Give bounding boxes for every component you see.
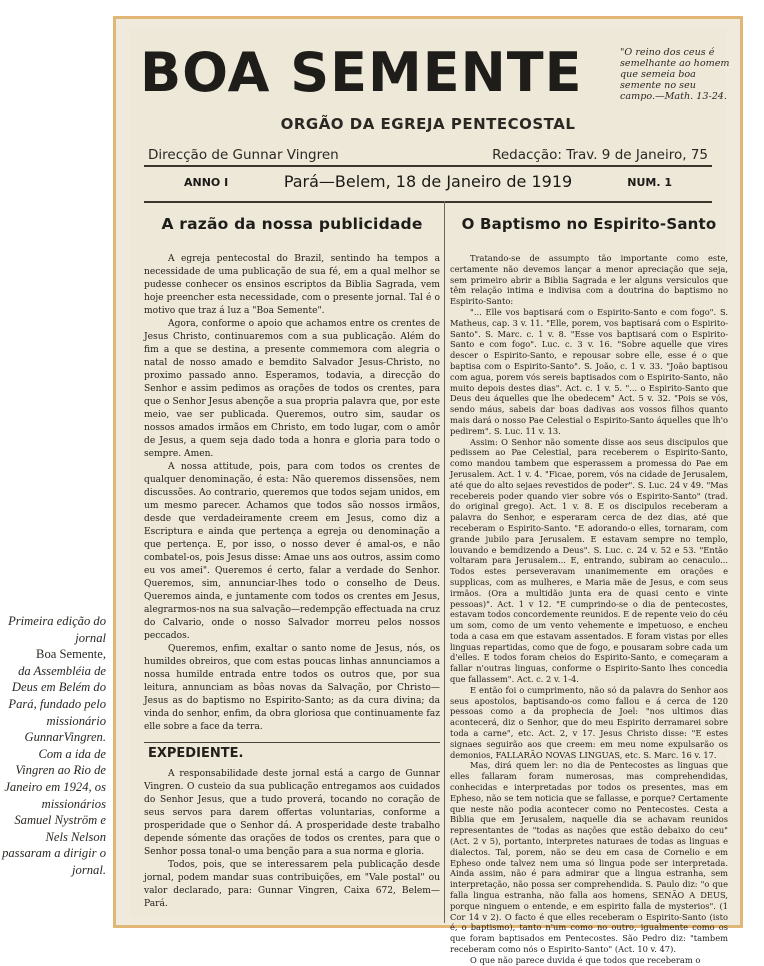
article-paragraph: A egreja pentecostal do Brazil, sentindo ha tempos a necessidade de uma publicação de sua fé, em a qual melhor se pudesse conhecer os ensinos escriptos da Biblia Sagrada, vem hoje preencher esta necessidade, com o presente jornal. Tal é o motivo que traz á luz a "Boa Semente". <box>144 254 440 316</box>
masthead-quote: "O reino dos ceus é semelhante ao homem que semeia boa semente no seu campo.—Math. 13-24. <box>620 47 730 102</box>
column-divider <box>444 201 445 923</box>
photo-caption <box>2 613 106 879</box>
article-heading: A razão da nossa publicidade <box>161 215 423 233</box>
expediente-heading: EXPEDIENTE. <box>148 746 244 761</box>
article-paragraph: Tratando-se de assumpto tão importante como este, certamente não devemos lançar a menor apreciação que seja, sem primeiro abrir a Biblia Sagrada e ler alguns versiculos que têm relação intima e indivisa com a doutrina do baptismo no Espirito-Santo: <box>450 253 728 307</box>
caption-line: Primeira edição do jornal <box>8 614 106 645</box>
dateline-bar <box>144 165 712 203</box>
article-heading: O Baptismo no Espirito-Santo <box>461 215 717 233</box>
issue-number: NUM. 1 <box>627 176 672 189</box>
right-column <box>450 205 728 966</box>
article-paragraph: O que não parece duvida é que todos que receberam o <box>470 954 701 965</box>
article-paragraph: Assim: O Senhor não somente disse aos seus discipulos que pedissem ao Pae Celestial, para receberem o Espirito-Santo, como mandou tambem que esperassem a promessa do Pae em Jerusalem. Act. 1 v. 4. "Ficae, porem, vós na cidade de Jerusalem, até que do alto sejaes revestidos de poder". S. Luc. 24 v 49. "Mas recebereis poder quando vier sobre vós o Espirito-Santo" (trad. do original grego). Act. 1 v. 8. E os discipulos receberam a palavra do Senhor, e esperaram cerca de dez dias, até que receberam o Espirito-Santo. "E adorando-o elles, tornaram, com grande jubilo para Jerusalem. E estavam sempre no templo, louvando e bemdizendo a Deus". S. Luc. c. 24 v. 52 e 53. "Então voltaram para Jerusalem... E, entrando, subiram ao cenaculo... Todos estes perseveravam unanimemente em orações e supplicas, com as mulheres, e Maria mãe de Jesus, e com seus irmãos. (Ora a multidão junta era de quasi cento e vinte pessoas)". Act. 1 v 12. "E cumprindo-se o dia de pentecostes, estavam todos concordemente reunidos. E de repente veio do céu um som, como de um vento vehemente e impetuoso, e encheu toda a casa em que estavam assentados. E foram vistas por elles linguas repartidas, como que de fogo, e pousaram sobre cada um d'elles. E todos foram cheios do Espirito-Santo, e começaram a fallar n'outras linguas, conforme o Espirito-Santo lhes concedia que fallassem". Act. c. 2 v. 1-4. <box>450 436 728 685</box>
issue-year: ANNO I <box>184 176 229 189</box>
masthead-direction: Direcção de Gunnar Vingren <box>148 147 339 163</box>
caption-newspaper-name: Boa Semente, <box>36 647 106 662</box>
article-paragraph: "... Elle vos baptisará com o Espirito-Santo e com fogo". S. Matheus, cap. 3 v. 11. "Elle, porem, vos baptisará com o Espirito-Santo". S. Marc. c. 1 v. 8. "Esse vos baptisará com o Espirito-Santo e com fogo". Luc. c. 3 v. 16. "Sobre aquelle que vires descer o Espirito-Santo, e repousar sobre elle, esse é o que baptisa com o Espirito-Santo". S. João, c. 1 v. 33. "João baptisou com agua, porem vós sereis baptisados com o Espirito-Santo, não muito depois destes dias". Act. c. 1 v. 5. "... o Espirito-Santo que Deus deu áquelles que lhe obedecem" Act. 5 v. 32. "Pois se vós, sendo máus, sabeis dar boas dadivas aos vossos filhos quanto mais dará o nosso Pae Celestial o Espirito-Santo áquelles que lh'o pedirem". S. Luc. 11 v. 13. <box>450 306 728 436</box>
newspaper-frame <box>113 16 743 965</box>
masthead-redaction: Redacção: Trav. 9 de Janeiro, 75 <box>492 147 708 163</box>
section-rule <box>144 742 440 743</box>
article-paragraph: Queremos, enfim, exaltar o santo nome de Jesus, nós, os humildes obreiros, que com estas poucas linhas annunciamos a nossa humilde entrada entre todos os outros que, por sua leitura, annunciam as bôas novas da Salvação, por Christo—Jesus as do baptismo no Espirito-Santo; as da cura divina; da vinda do senhor, enfim, da obra gloriosa que continuamente faz elle sobre a face da terra. <box>144 644 440 732</box>
expediente-paragraph: A responsabilidade deste jornal está a cargo de Gunnar Vingren. O custeio da sua publicação entregamos aos cuidados do Senhor Jesus, que a tudo proverá, tocando no coração de seus servos para darem offertas voluntarias, conforme a prosperidade que o Senhor dá. A prosperidade deste trabalho depende sómente das orações de todos os crentes, para que o Senhor possa tonal-o uma benção para a sua norma e gloria. <box>144 769 440 857</box>
expediente-paragraph: Todos, pois, que se interessarem pela publicação desde jornal, podem mandar suas contribuições, em "Vale postal" ou valor declarado, para: Gunnar Vingren, Caixa 672, Belem—Pará. <box>144 860 440 909</box>
place-date: Pará—Belem, 18 de Janeiro de 1919 <box>283 172 573 191</box>
masthead-title: BOA SEMENTE <box>140 41 583 104</box>
left-column <box>144 205 440 911</box>
newspaper-page <box>130 29 730 965</box>
article-paragraph: Agora, conforme o apoio que achamos entre os crentes de Jesus Christo, continuaremos com a sua publicação. Além do fim a que se destina, a presente commemora com alegria o natal de nosso amado e bemdito Salvador Jesus-Christo, no proximo passado anno. Esperamos, todavia, a direcção do Senhor e assim pedimos as orações de todos os crentes, para que o Senhor Jesus abençõe a sua propria palavra que, por este meio, vae ser publicada. Queremos, outro sim, saudar os nossos amados irmãos em Christo, em todo lugar, com o amôr de Jesus, a quem seja dado toda a honra e gloria para todo o sempre. Amen. <box>144 319 440 459</box>
article-paragraph: A nossa attitude, pois, para com todos os crentes de qualquer denominação, é esta: Não queremos dissensões, nem discussões. Ao contrario, queremos que todos sejam unidos, em um mesmo parecer. Achamos que todos são nossos irmãos, desde que verdadeiramente creem em Jesus, como diz a Escriptura e ainda que pertença a egreja ou denominação a que pertença. E, por isso, o nosso dever é amal-os, e não combatel-os, pois Jesus disse: Amae uns aos outros, assim como eu vos amei". Queremos é certo, falar a verdade do Senhor. Queremos, sim, annunciar-lhes todo o conselho de Deus. Queremos ainda, e juntamente com todos os crentes em Jesus, alegrarmos-nos na sua salvação—redempção effectuada na cruz do Calvario, onde o nosso Salvador morreu pelos nossos peccados. <box>144 462 440 641</box>
article-paragraph: E então foi o cumprimento, não só da palavra do Senhor aos seus apostolos, baptisando-os como fallou e á cerca de 120 pessoas como a da prophecia de Joel: "nos ultimos dias acontecerá, diz o Senhor, que do meu Espirito derramarei sobre toda a carne", etc. Act. 2, v 17. Jesus Christo disse: "E estes signaes seguirão aos que creem: em meu nome expulsarão os demonios, FALLARÃO NOVAS LINGUAS, etc. S. Marc. 16 v. 17. <box>450 684 728 760</box>
caption-text: da Assembléia de Deus em Belém do Pará, fundado pelo missionário GunnarVingren. Com a ida de Vingren ao Rio de Janeiro em 1924, os missionários Samuel Nyström e Nels Nelson passaram a dirigir o jornal. <box>2 663 106 877</box>
article-paragraph: Mas, dirá quem ler: no dia de Pentecostes as linguas que elles fallaram foram numerosas, mas comprehendidas, conhecidas e interpretadas por todos os presentes, mas em Epheso, não se tem noticia que se fallasse, e porque? Certamente que neste não podia acontecer como no Pentecostes. Cesta a Biblia que em Jerusalem, naquelle dia se achavam reunidos representantes de "todas as nações que estão debaixo do ceu" (Act. 2 v 5), portanto, interpretes naturaes de todas as linguas e dialectos. Tal, porem, não se deu em casa de Cornelio e em Epheso onde talvez nem uma só lingua pode ser interpretada. Ainda assim, não é para admirar que a lingua estranha, sem interpretação, não possa ser comprehendida. S. Paulo diz: "o que falla lingua estranha, não falla aos homens, SENÃO A DEUS, porque ninguem o entende, e em espirito falla de mysterios". (1 Cor 14 v 2). O facto é que elles receberam o Espirito-Santo (isto é, o baptismo), tanto n'um como no outro, igualmente como os que foram baptisados em Pentecostes. São Pedro diz: "tambem receberam como nós o Espirito-Santo" (Act. 10 v. 47). <box>450 760 728 954</box>
masthead-organ: ORGÃO DA EGREJA PENTECOSTAL <box>280 115 576 133</box>
